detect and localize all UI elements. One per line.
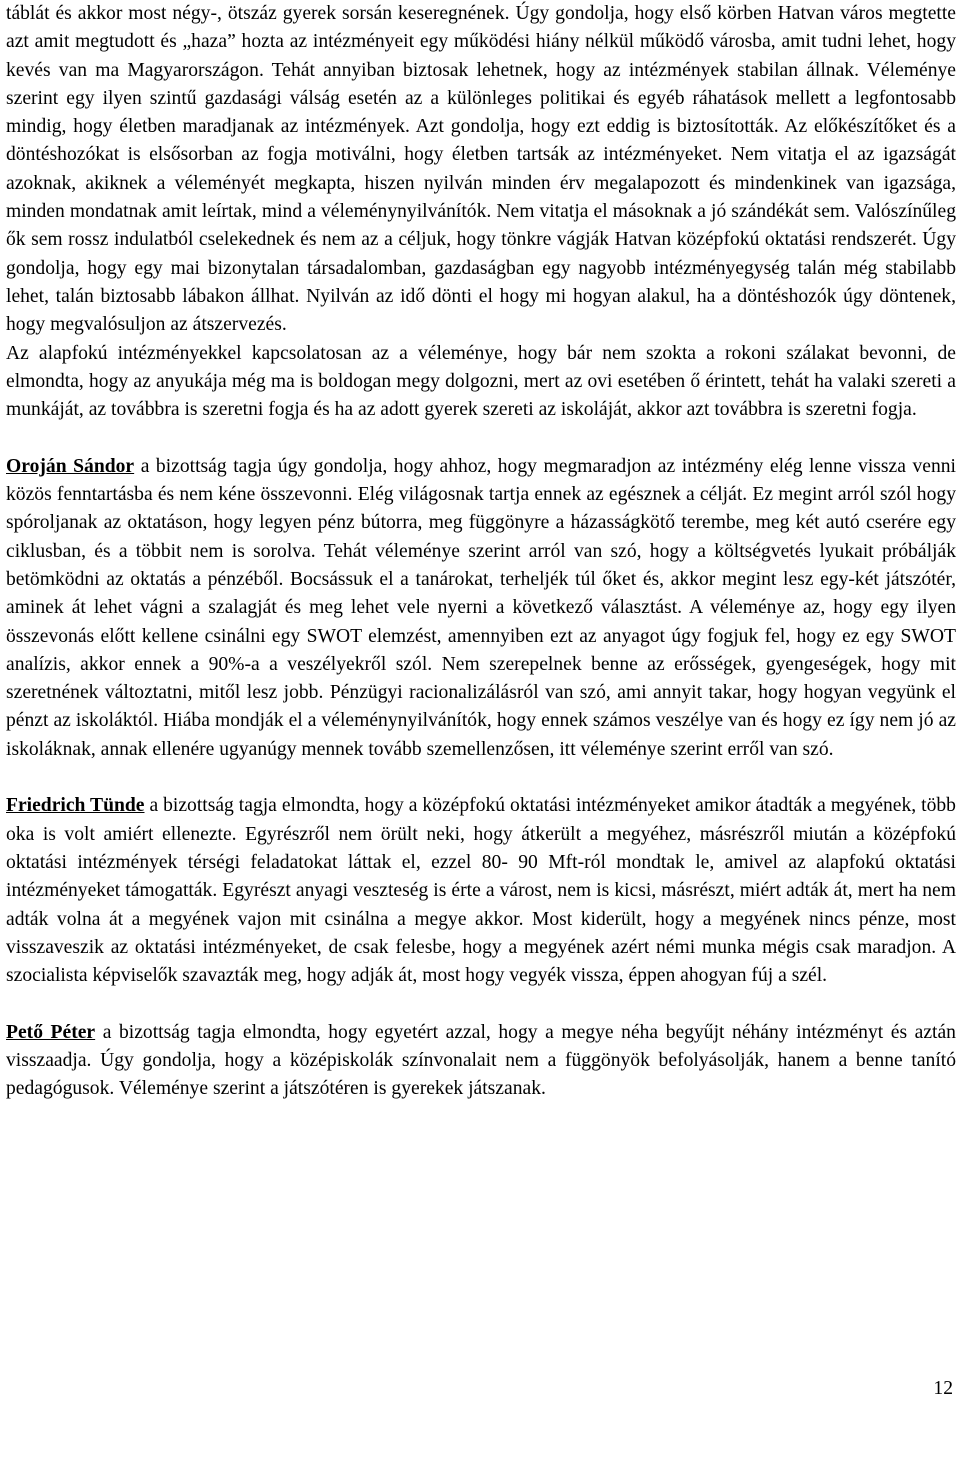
paragraph-friedrich-tunde: [6, 792, 956, 990]
paragraph-text: táblát és akkor most négy-, ötszáz gyerek sorsán keseregnének. Úgy gondolja, hogy első körben Hatvan város megtette azt amit megtudott és „haza” hozta az intézményeit egy működési hiány nélkül működő városba, amit tudni lehet, hogy kevés van ma Magyarországon. Tehát annyiban biztosak lehetnek, hogy az intézmények stabilan állnak. Véleménye szerint egy ilyen szintű gazdasági válság esetén az a különleges politikai és egyéb ráhatások mellett a legfontosabb mindig, hogy életben maradjanak az intézmények. Azt gondolja, hogy ezt eddig is biztosították. Az előkészítőket és a döntéshozókat is elsősorban az fogja motiválni, hogy életben tartsák az intézményeket. Nem vitatja el az igazságát azoknak, akiknek a véleményét megkapta, hiszen nyilván minden érv megalapozott és mindenkinek van igazsága, minden mondatnak amit leírtak, mind a véleménynyilvánítók. Nem vitatja el másoknak a jó szándékát sem. Valószínűleg ők sem rossz indulatból cselekednek és nem az a céljuk, hogy tönkre vágják Hatvan középfokú oktatási rendszerét. Úgy gondolja, hogy egy mai bizonytalan társadalomban, gazdaságban egy nagyobb intézményegység talán még stabilabb lehet, talán biztosabb lábakon állhat. Nyilván az idő dönti el hogy mi hogyan alakul, ha a döntéshozók úgy döntenek, hogy megvalósuljon az átszervezés.: [6, 3, 956, 336]
speaker-name: Pető Péter: [6, 1021, 96, 1043]
paragraph-text: a bizottság tagja úgy gondolja, hogy ahhoz, hogy megmaradjon az intézmény elég lenne vissza venni közös fenntartásba és nem kéne összevonni. Elég világosnak tartja ennek az egésznek a célját. Ez megint arról szól hogy spóroljanak az oktatáson, hogy legyen pénz bútorra, meg függönyre a házasságkötő terembe, meg két autó cserére egy ciklusban, és a többit nem is sorolva. Tehát véleménye szerint arról van szó, hogy a költségvetés lyukait próbálják betömködni az oktatás a pénzéből. Bocsássuk el a tanárokat, terheljék túl őket és, akkor megint lesz egy-két játszótér, aminek át lehet vágni a szalagját és meg lehet vele nyerni a következő választást. A véleménye az, hogy egy ilyen összevonás előtt kellene csinálni egy SWOT elemzést, amennyiben ezt az anyagot úgy fogjuk fel, hogy ez egy SWOT analízis, akkor ennek a 90%-a a veszélyekről szól. Nem szerepelnek benne az erősségek, gyengeségek, hogy mit szeretnének változtatni, mitől lesz jobb. Pénzügyi racionalizálásról van szó, ami annyit takar, hogy hogyan vegyünk el pénzt az iskoláktól. Hiába mondják el a véleménynyilvánítók, hogy ennek számos veszélye van és hogy ez így nem jó az iskoláknak, annak ellenére ugyanúgy mennek tovább szemellenzősen, itt véleménye szerint erről van szó.: [6, 455, 956, 760]
paragraph-text: a bizottság tagja elmondta, hogy a középfokú oktatási intézményeket amikor átadták a megyének, több oka is volt amiért ellenezte. Egyrészről nem örült neki, hogy átkerült a megyéhez, másrészről miután a középfokú oktatási intézmények térségi feladatokat láttak el, ezzel 80- 90 Mft-ról mondtak le, amivel az alapfokú oktatási intézményeket támogatták. Egyrészt anyagi veszteség is érte a várost, nem is kicsi, másrészt, miért adták át, mert ha nem adták volna át a megyének vajon mit csinálna a megye akkor. Most kiderült, hogy a megyének nincs pénze, most visszaveszik az oktatási intézményeket, de csak felesbe, hogy a megyének azért némi munka mégis csak maradjon. A szocialista képviselők szavazták meg, hogy adják át, most hogy vegyék vissza, éppen ahogyan fúj a szél.: [6, 795, 956, 987]
paragraph-text: a bizottság tagja elmondta, hogy egyetért azzal, hogy a megye néha begyűjt néhány intézményt és aztán visszaadja. Úgy gondolja, hogy a középiskolák színvonalait nem a függönyök befolyásolják, hanem a benne tanító pedagógusok. Véleménye szerint a játszótéren is gyerekek játszanak.: [6, 1021, 956, 1100]
paragraph-continued-opinion: [6, 0, 956, 340]
paragraph-text: Az alapfokú intézményekkel kapcsolatosan az a véleménye, hogy bár nem szokta a rokoni szálakat bevonni, de elmondta, hogy az anyukája még ma is boldogan megy dolgozni, mert az ovi esetében ő érintett, tehát ha valaki szereti a munkáját, az továbbra is szeretni fogja és ha az adott gyerek szereti az iskoláját, akkor azt továbbra is szeretni fogja.: [6, 342, 956, 421]
page-content: [6, 0, 956, 1104]
speaker-name: Oroján Sándor: [6, 455, 135, 477]
speaker-name: Friedrich Tünde: [6, 795, 145, 817]
paragraph-peto-peter: [6, 1019, 956, 1104]
paragraph-orojan-sandor: [6, 453, 956, 764]
paragraph-primary-institutions: [6, 340, 956, 425]
page-number: 12: [933, 1378, 953, 1399]
